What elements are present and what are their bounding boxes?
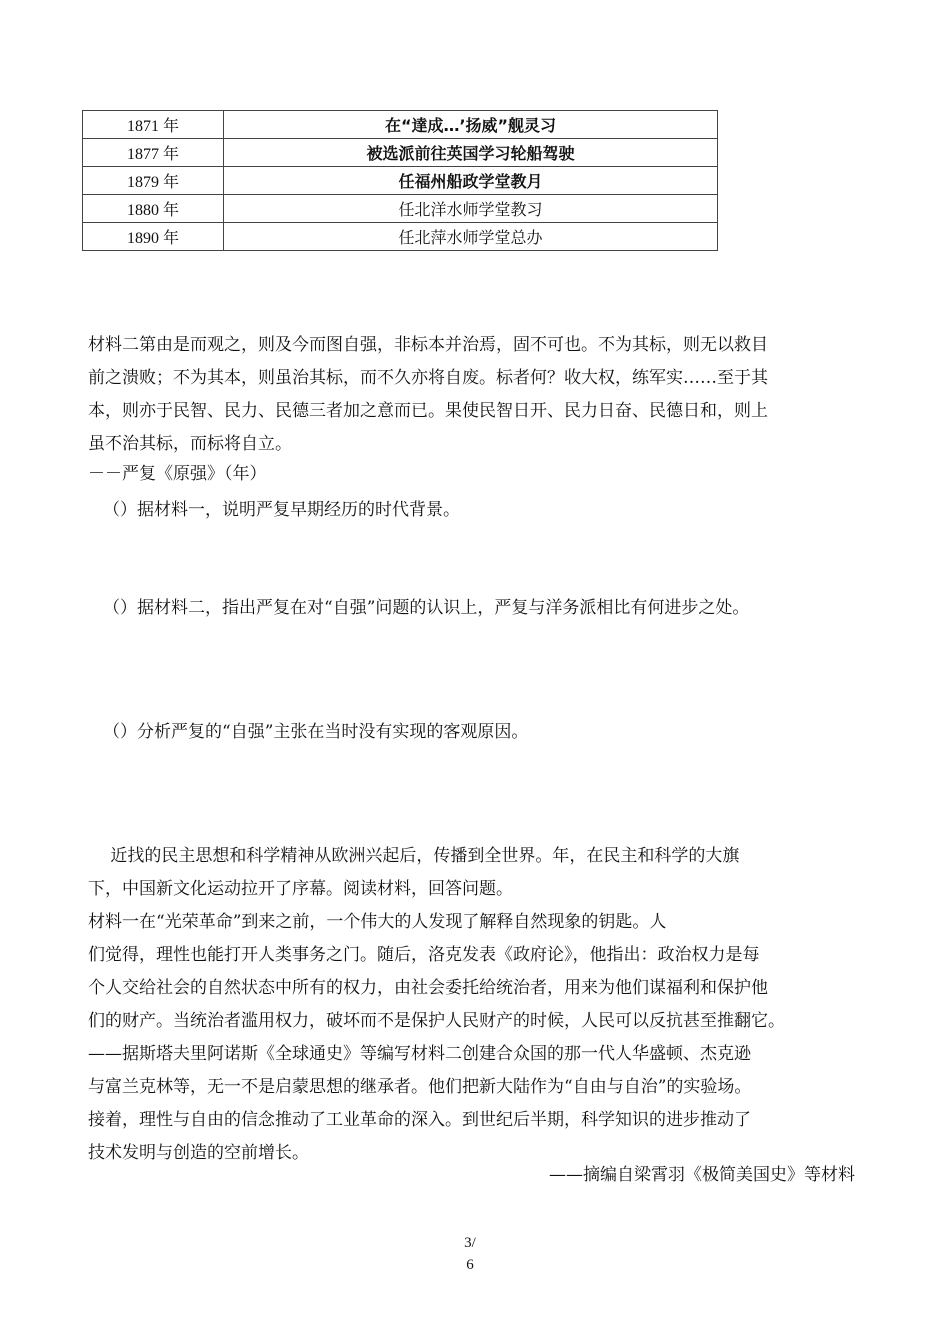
table-row: [83, 139, 718, 167]
material-two-paragraph: [88, 329, 868, 487]
year-cell: 1871 年: [83, 111, 224, 139]
passage-two: [88, 840, 868, 1170]
text-line: 个人交给社会的自然状态中所有的权力，由社会委托给统治者，用来为他们谋福利和保护他: [88, 978, 768, 998]
page-number-total: 6: [466, 1257, 474, 1273]
text-line: ——据斯塔夫里阿诺斯《全球通史》等编写材料二创建合众国的那一代人华盛顿、杰克逊: [88, 1044, 751, 1064]
event-cell: 任北洋水师学堂教习: [224, 195, 718, 223]
page-number-current: 3/: [464, 1235, 476, 1251]
year-cell: 1879 年: [83, 167, 224, 195]
event-cell: 在“達成…’扬威”舰灵习: [224, 111, 718, 139]
text-line: 材料一在“光荣革命”到来之前，一个伟大的人发现了解释自然现象的钥匙。人: [88, 912, 667, 932]
text-line: 与富兰克林等，无一不是启蒙思想的继承者。他们把新大陆作为“自由与自治”的实验场。: [88, 1077, 752, 1097]
table-row: [83, 195, 718, 223]
year-cell: 1880 年: [83, 195, 224, 223]
material-two-source: －－严复《原强》（年）: [88, 464, 267, 484]
question-3: （）分析严复的“自强”主张在当时没有实现的客观原因。: [103, 722, 529, 742]
page-number: [455, 1232, 485, 1276]
table-row: [83, 167, 718, 195]
text-line: 前之溃败；不为其本，则虽治其标，而不久亦将自废。标者何？收大权，练军实……至于其: [88, 368, 768, 388]
text-line: 材料二第由是而观之，则及今而图自强，非标本并治焉，固不可也。不为其标，则无以救目: [88, 335, 768, 355]
text-line: 技术发明与创造的空前增长。: [88, 1143, 309, 1163]
event-cell: 被选派前往英国学习轮船驾驶: [224, 139, 718, 167]
event-cell: 任北萍水师学堂总办: [224, 223, 718, 251]
year-cell: 1877 年: [83, 139, 224, 167]
passage-two-source: ——摘编自梁霄羽《极简美国史》等材料: [549, 1165, 855, 1185]
table-row: [83, 223, 718, 251]
timeline-table: [82, 110, 718, 251]
question-1: （）据材料一，说明严复早期经历的时代背景。: [103, 500, 460, 520]
text-line: 下，中国新文化运动拉开了序幕。阅读材料，回答问题。: [88, 879, 513, 899]
table-row: [83, 111, 718, 139]
text-line: 们的财产。当统治者滥用权力，破坏而不是保护人民财产的时候，人民可以反抗甚至推翻它。: [88, 1011, 785, 1031]
text-line: 接着，理性与自由的信念推动了工业革命的深入。到世纪后半期，科学知识的进步推动了: [88, 1110, 751, 1130]
year-cell: 1890 年: [83, 223, 224, 251]
text-line: 近找的民主思想和科学精神从欧洲兴起后，传播到全世界。年，在民主和科学的大旗: [88, 846, 740, 866]
question-2: （）据材料二，指出严复在对“自强”问题的认识上，严复与洋务派相比有何进步之处。: [103, 598, 750, 618]
text-line: 们觉得，理性也能打开人类事务之门。随后，洛克发表《政府论》，他指出：政治权力是每: [88, 945, 760, 965]
event-cell: 任福州船政学堂教月: [224, 167, 718, 195]
text-line: 本，则亦于民智、民力、民德三者加之意而已。果使民智日开、民力日奋、民德日和，则上: [88, 401, 768, 421]
text-line: 虽不治其标，而标将自立。: [88, 434, 292, 454]
